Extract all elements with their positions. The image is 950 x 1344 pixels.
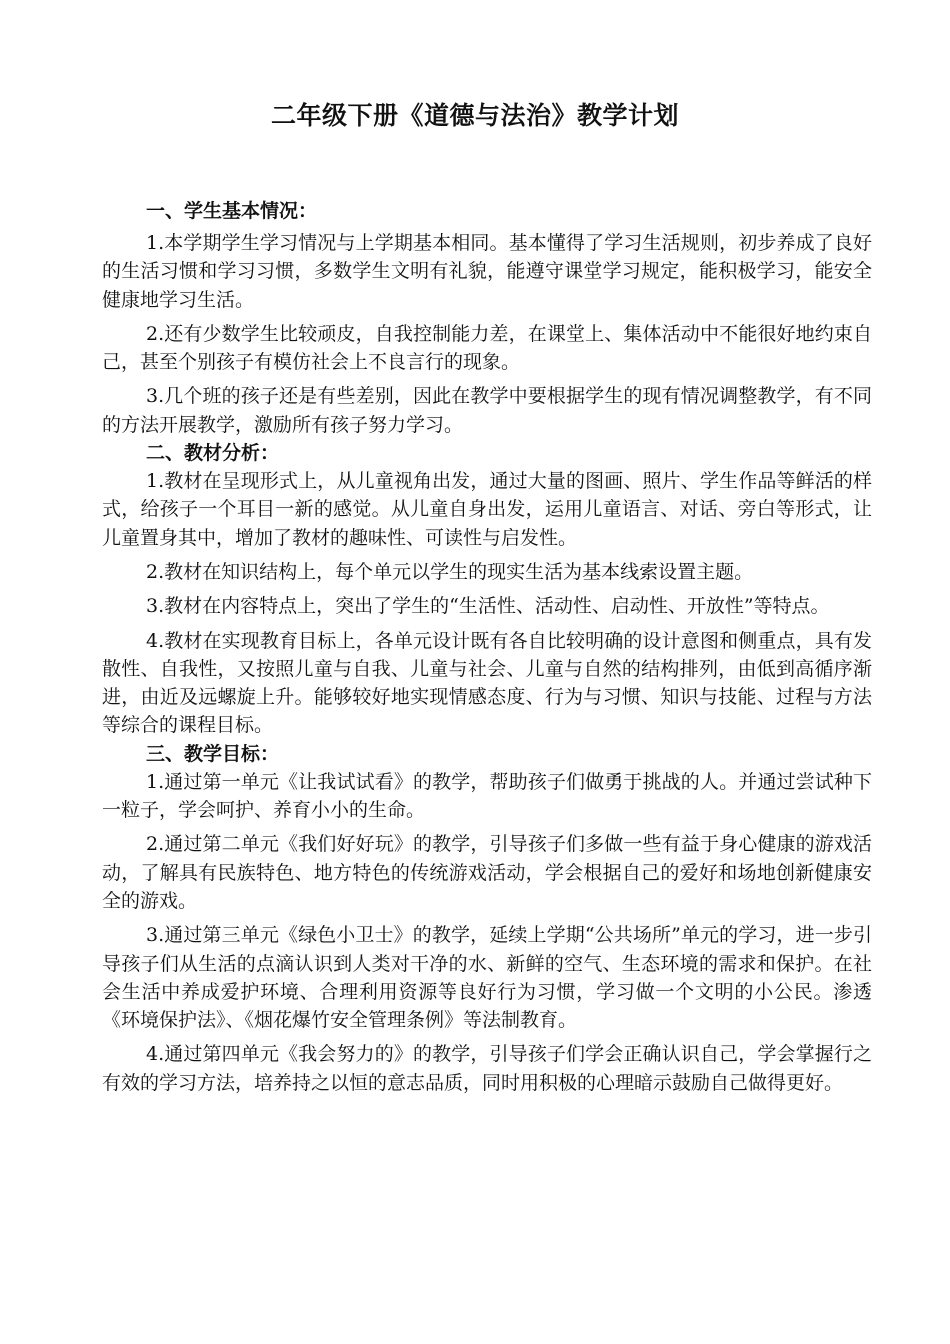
paragraph: 3.通过第三单元《绿色小卫士》的教学，延续上学期“公共场所”单元的学习，进一步引导孩子们从生活的点滴认识到人类对干净的水、新鲜的空气、生态环境的需求和保护。在社会生活中养成爱护环境、合理利用资源等良好行为习惯，学习做一个文明的小公民。渗透《环境保护法》、《烟花爆竹安全管理条例》等法制教育。 xyxy=(102,924,872,1032)
paragraph: 4.通过第四单元《我会努力的》的教学，引导孩子们学会正确认识自己，学会掌握行之有效的学习方法，培养持之以恒的意志品质，同时用积极的心理暗示鼓励自己做得更好。 xyxy=(102,1043,872,1094)
paragraph: 3.几个班的孩子还是有些差别，因此在教学中要根据学生的现有情况调整教学，有不同的方法开展教学，激励所有孩子努力学习。 xyxy=(102,385,872,436)
paragraph: 4.教材在实现教育目标上，各单元设计既有各自比较明确的设计意图和侧重点，具有发散性、自我性，又按照儿童与自我、儿童与社会、儿童与自然的结构排列，由低到高循序渐进，由近及远螺旋上升。能够较好地实现情感态度、行为与习惯、知识与技能、过程与方法等综合的课程目标。 xyxy=(102,629,872,737)
document-title: 二年级下册《道德与法治》教学计划 xyxy=(270,101,679,130)
paragraph: 2.通过第二单元《我们好好玩》的教学，引导孩子们多做一些有益于身心健康的游戏活动，了解具有民族特色、地方特色的传统游戏活动，学会根据自己的爱好和场地创新健康安全的游戏。 xyxy=(102,833,872,912)
paragraph: 3.教材在内容特点上，突出了学生的“生活性、活动性、启动性、开放性”等特点。 xyxy=(146,595,830,618)
section-heading-textbook-analysis: 二、教材分析： xyxy=(146,442,280,465)
paragraph: 2.还有少数学生比较顽皮，自我控制能力差，在课堂上、集体活动中不能很好地约束自己，甚至个别孩子有模仿社会上不良言行的现象。 xyxy=(102,322,872,374)
paragraph: 1.本学期学生学习情况与上学期基本相同。基本懂得了学习生活规则，初步养成了良好的生活习惯和学习习惯，多数学生文明有礼貌，能遵守课堂学习规定，能积极学习，能安全健康地学习生活。 xyxy=(102,232,872,311)
paragraph: 2.教材在知识结构上，每个单元以学生的现实生活为基本线索设置主题。 xyxy=(146,560,754,583)
section-heading-teaching-goals: 三、教学目标： xyxy=(146,742,280,765)
paragraph: 1.教材在呈现形式上，从儿童视角出发，通过大量的图画、照片、学生作品等鲜活的样式，给孩子一个耳目一新的感觉。从儿童自身出发，运用儿童语言、对话、旁白等形式，让儿童置身其中，增加了教材的趣味性、可读性与启发性。 xyxy=(102,470,872,549)
paragraph: 1.通过第一单元《让我试试看》的教学，帮助孩子们做勇于挑战的人。并通过尝试种下一粒子，学会呵护、养育小小的生命。 xyxy=(102,770,872,822)
document-body xyxy=(102,197,872,1097)
section-heading-student-situation: 一、学生基本情况： xyxy=(146,200,318,222)
